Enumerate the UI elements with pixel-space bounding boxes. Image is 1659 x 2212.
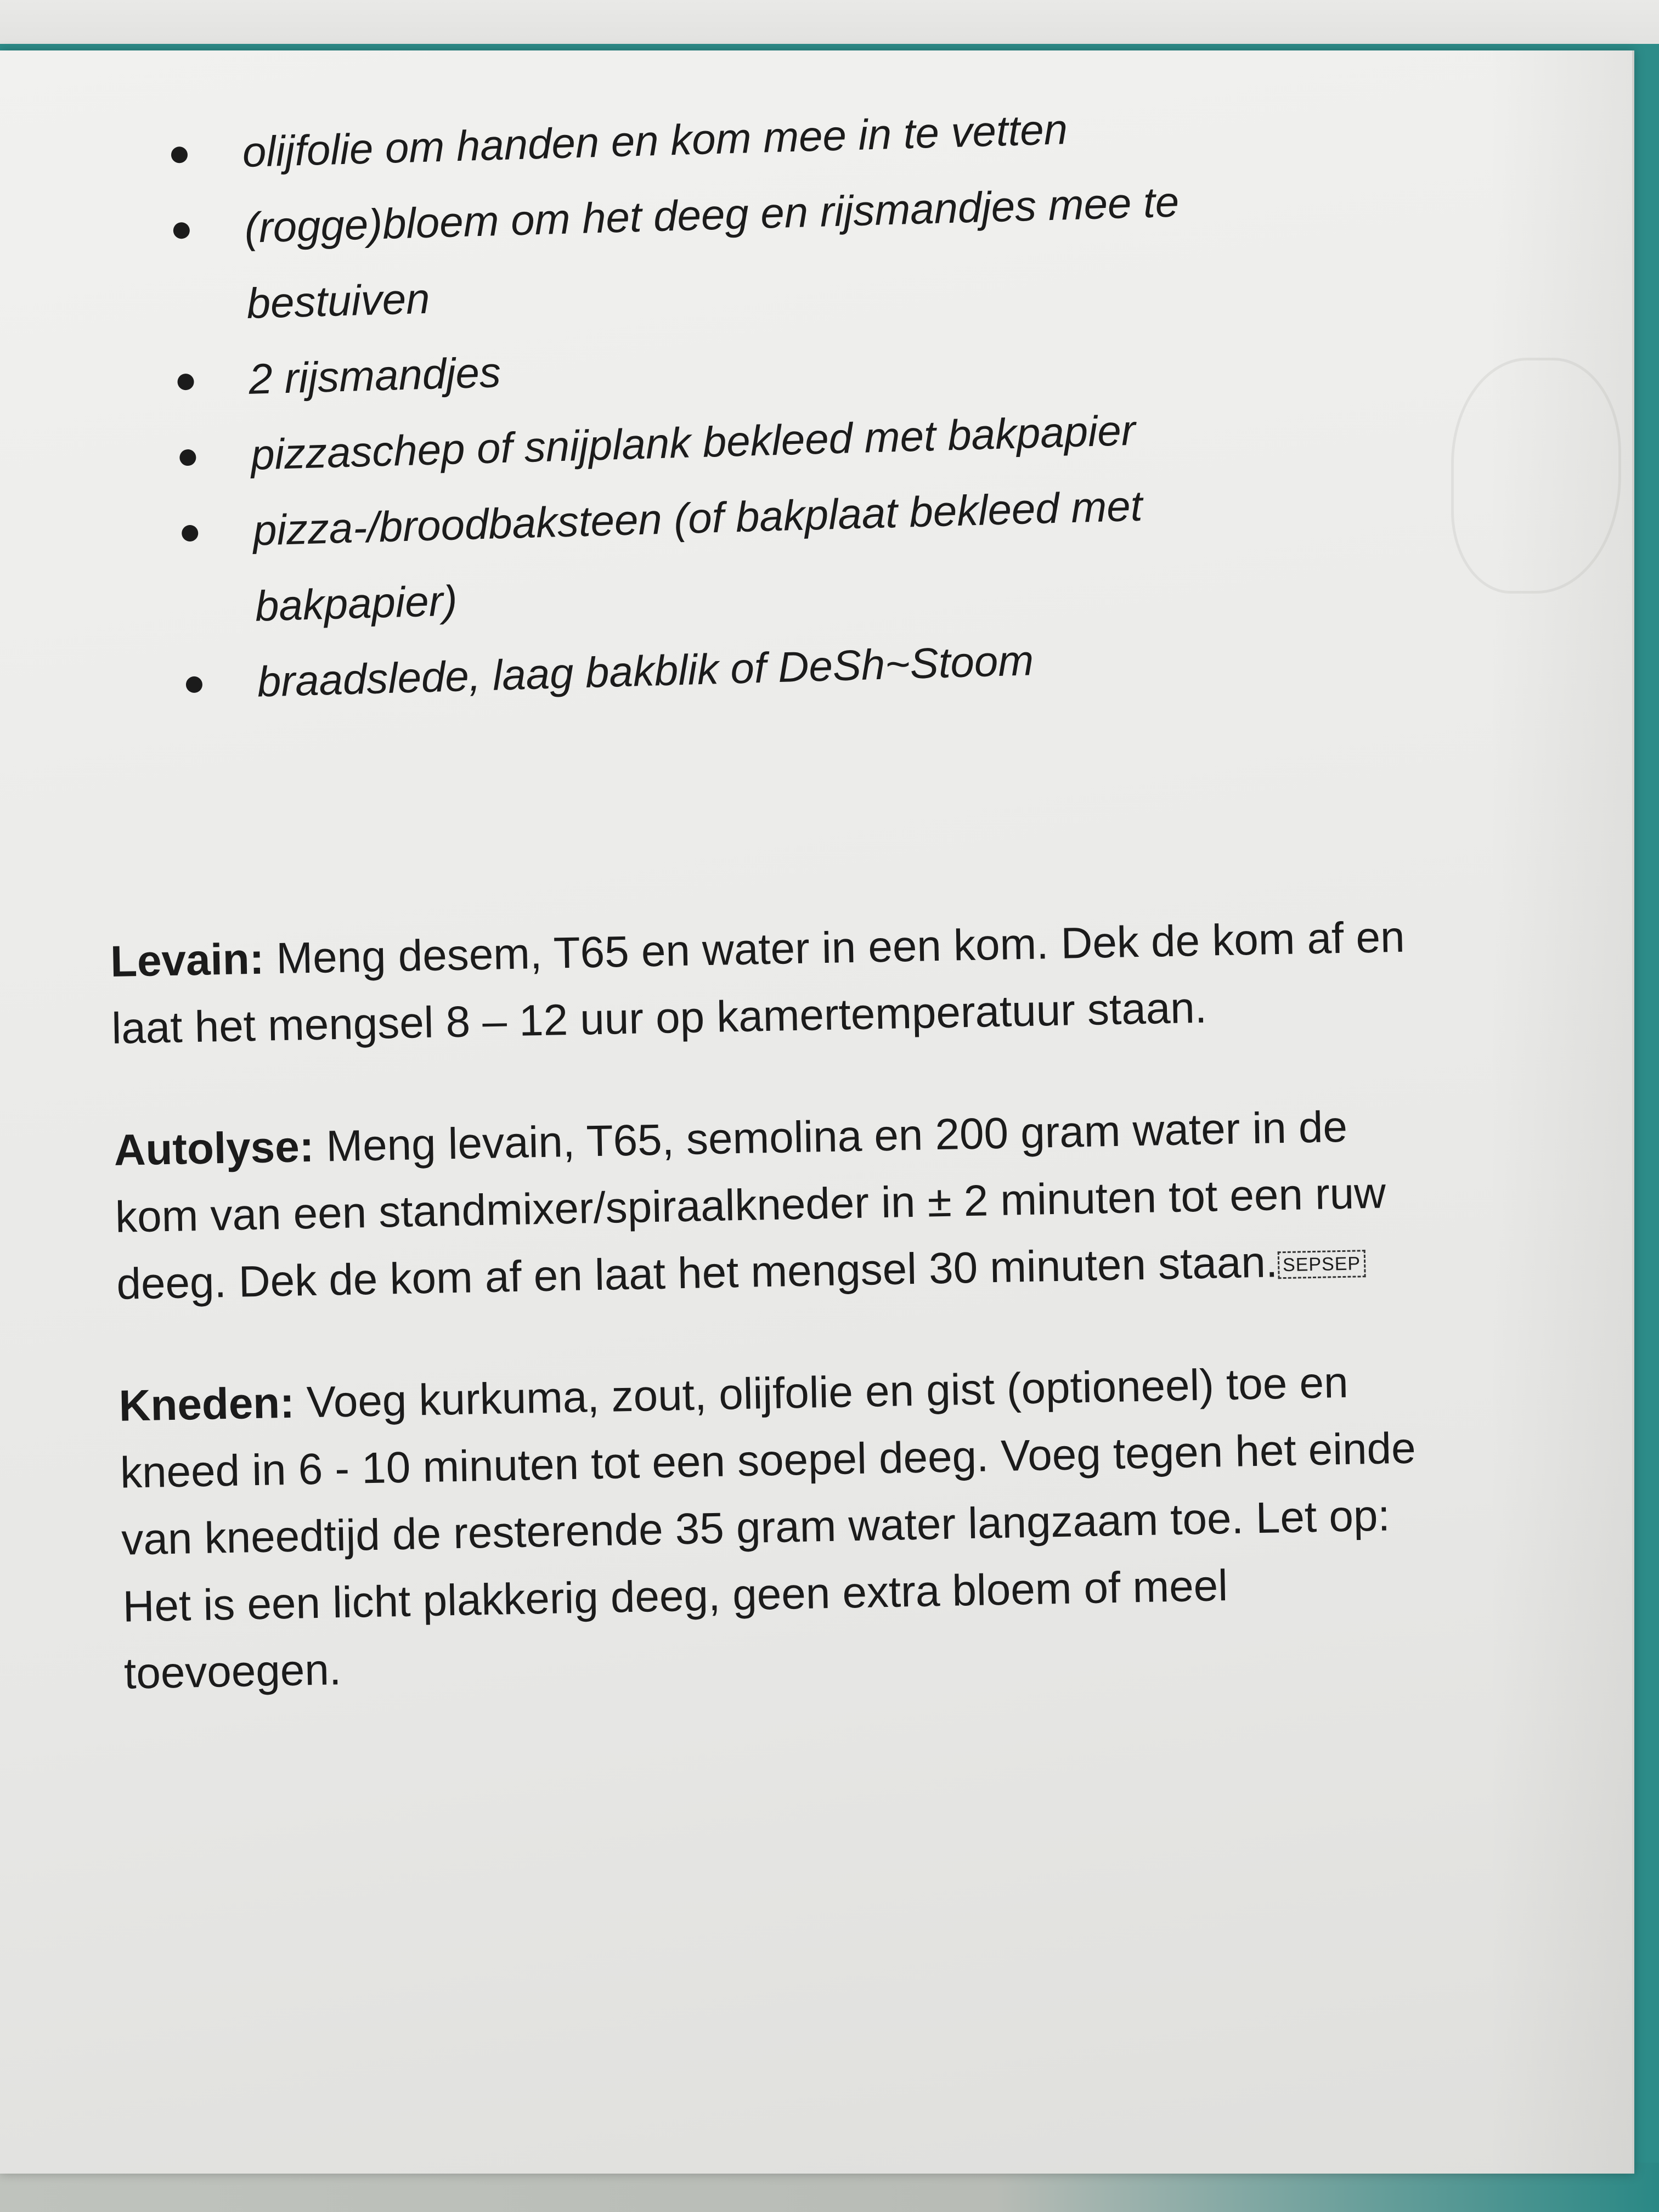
list-item-text: braadslede, laag bakblik of DeSh~Stoom [256,636,1035,706]
recipe-page [0,50,1634,2174]
bullet-icon [182,525,199,542]
list-item-text: pizzaschep of snijplank bekleed met bakpapier [250,405,1136,479]
bullet-icon [179,449,196,466]
bullet-icon [171,146,188,163]
step-levain [110,903,1429,1062]
list-item-text: olijfolie om handen en kom mee in te vetten [241,105,1069,177]
bullet-icon [186,676,203,693]
bullet-icon [177,374,194,391]
list-item-text: (rogge)bloem om het deeg en rijsmandjes mee te bestuiven [244,177,1180,328]
step-text: Meng desem, T65 en water in een kom. Dek de kom af en laat het mengsel 8 – 12 uur op kamertemperatuur staan. [111,912,1406,1053]
step-text: Voeg kurkuma, zout, olijfolie en gist (optioneel) toe en kneed in 6 - 10 minuten tot een soepel deeg. Voeg tegen het einde van kneedtijd de resterende 35 gram water langzaam toe. Let op: Het is een licht plakkerig deeg, geen extra bloem of meel toevoegen. [120,1357,1417,1698]
method-steps [110,903,1442,1762]
step-kneden [119,1347,1441,1707]
list-item-text: pizza-/broodbaksteen (of bakplaat bekleed met bakpapier) [252,481,1143,630]
step-title: Levain: [110,934,265,986]
sep-marker: SEPSEP [1278,1250,1366,1279]
document-content [0,50,1632,2174]
equipment-list [165,84,1333,721]
step-text: Meng levain, T65, semolina en 200 gram water in de kom van een standmixer/spiraalkneder in ± 2 minuten tot een ruw deeg. Dek de kom af en laat het mengsel 30 minuten staan. [115,1102,1386,1308]
step-title: Kneden: [118,1378,295,1430]
bullet-icon [173,222,190,239]
list-item-text: 2 rijsmandjes [248,348,501,403]
step-autolyse [114,1092,1434,1318]
step-title: Autolyse: [113,1121,315,1175]
